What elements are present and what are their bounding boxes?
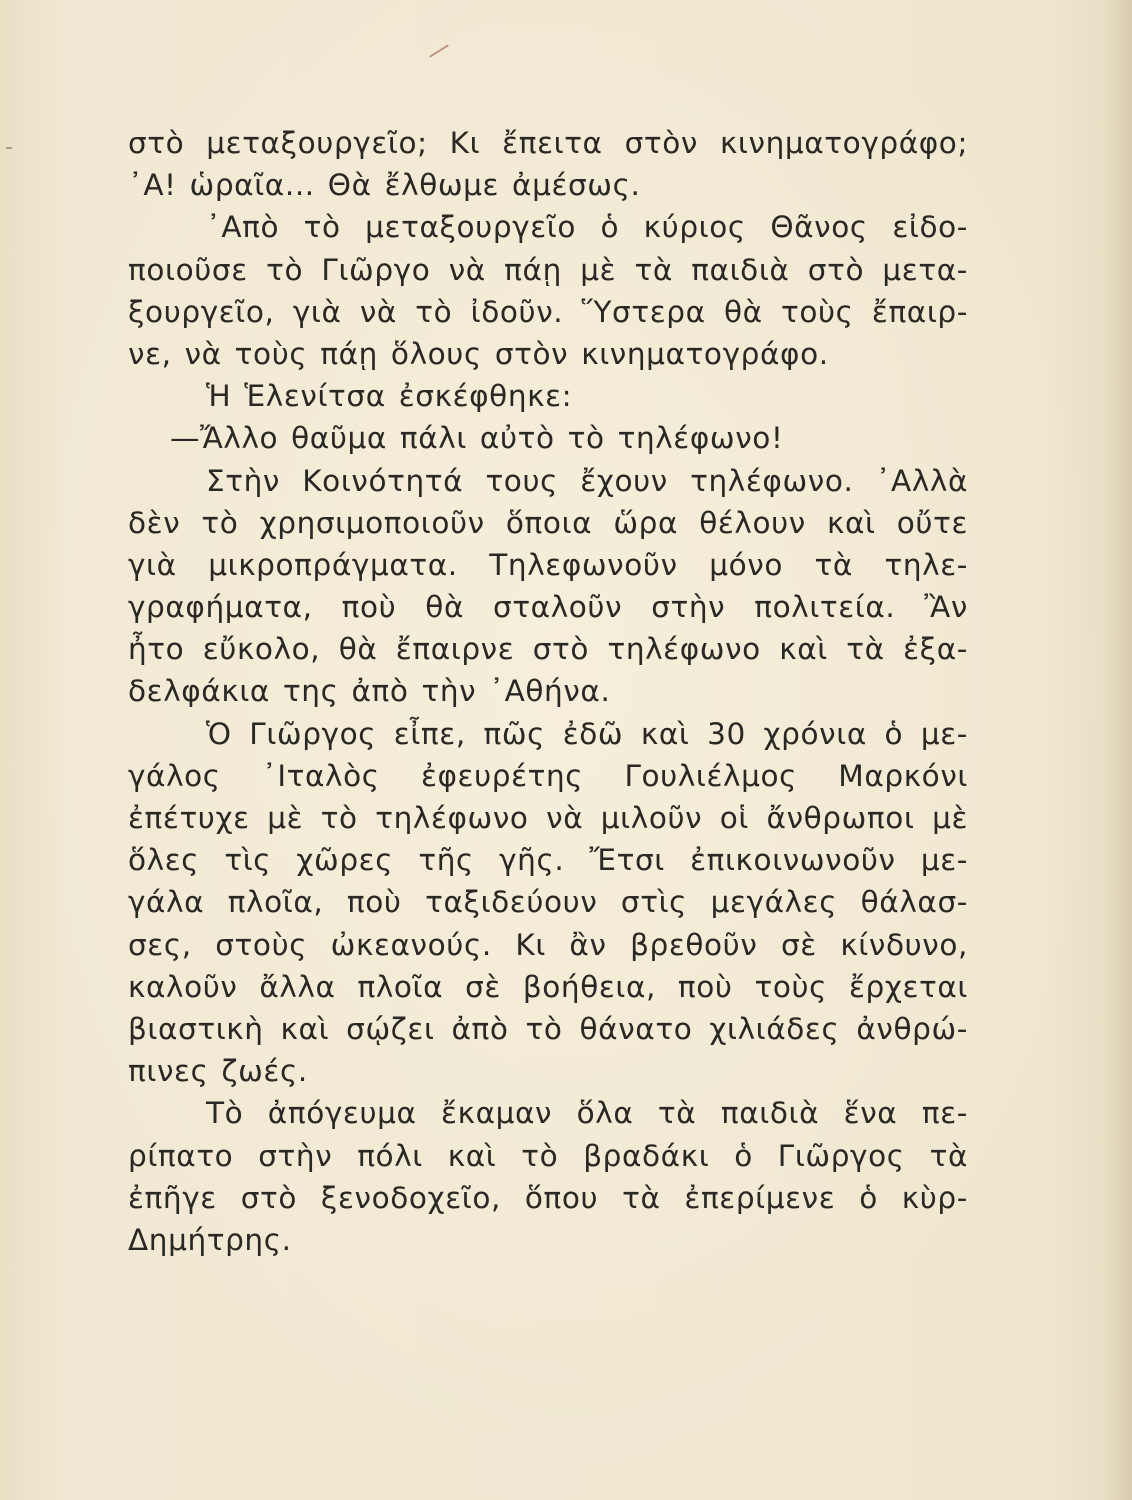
text-line: ᾿Α! ὡραῖα... Θὰ ἔλθωμε ἀμέσως. (128, 168, 641, 203)
text-line: γάλος ᾿Ιταλὸς ἐφευρέτης Γουλιέλμος Μαρκόνι (128, 758, 968, 793)
text-line: σες, στοὺς ὠκεανούς. Κι ἂν βρεθοῦν σὲ κίνδυνο, (128, 927, 968, 962)
text-line: στὸ μεταξουργεῖο; Κι ἔπειτα στὸν κινηματογράφο; (128, 126, 968, 160)
text-line: —Ἄλλο θαῦμα πάλι αὐτὸ τὸ τηλέφωνο! (170, 421, 784, 456)
text-line: δὲν τὸ χρησιμοποιοῦν ὅποια ὥρα θέλουν καὶ οὔτε (128, 505, 968, 540)
text-line: ἐπέτυχε μὲ τὸ τηλέφωνο νὰ μιλοῦν οἱ ἄνθρωποι μὲ (128, 801, 968, 835)
text-line: Στὴν Κοινότητά τους ἔχουν τηλέφωνο. ᾿Αλλὰ (206, 463, 968, 498)
text-line: ποιοῦσε τὸ Γιῶργο νὰ πάῃ μὲ τὰ παιδιὰ στὸ μετα- (128, 252, 968, 287)
text-line: ἦτο εὔκολο, θὰ ἔπαιρνε στὸ τηλέφωνο καὶ τὰ ἐξα- (128, 632, 968, 667)
text-line: Τὸ ἀπόγευμα ἔκαμαν ὅλα τὰ παιδιὰ ἕνα πε- (206, 1096, 968, 1131)
text-line: ἐπῆγε στὸ ξενοδοχεῖο, ὅπου τὰ ἐπερίμενε ὁ κὺρ- (128, 1180, 968, 1215)
text-line: δελφάκια της ἀπὸ τὴν ᾿Αθήνα. (128, 674, 611, 709)
text-line: γραφήματα, ποὺ θὰ σταλοῦν στὴν πολιτεία. Ἂν (128, 590, 968, 625)
text-line: ξουργεῖο, γιὰ νὰ τὸ ἰδοῦν. Ὕστερα θὰ τοὺς ἔπαιρ- (128, 294, 968, 329)
text-line: καλοῦν ἄλλα πλοῖα σὲ βοήθεια, ποὺ τοὺς ἔρχεται (128, 969, 968, 1004)
text-line: βιαστικὴ καὶ σῴζει ἀπὸ τὸ θάνατο χιλιάδες ἀνθρώ- (128, 1011, 968, 1046)
text-line: Ἡ Ἑλενίτσα ἐσκέφθηκε: (206, 379, 573, 414)
text-line: γιὰ μικροπράγματα. Τηλεφωνοῦν μόνο τὰ τηλε- (128, 547, 968, 582)
text-line: ρίπατο στὴν πόλι καὶ τὸ βραδάκι ὁ Γιῶργος τὰ (128, 1138, 968, 1173)
margin-mark (6, 147, 12, 149)
body-text (128, 122, 968, 1261)
text-line: Δημήτρης. (128, 1222, 292, 1257)
page-edge-shadow (1102, 0, 1132, 1500)
text-line: ᾿Απὸ τὸ μεταξουργεῖο ὁ κύριος Θᾶνος εἰδο- (206, 210, 968, 245)
pencil-mark (429, 44, 449, 57)
text-line: ὅλες τὶς χῶρες τῆς γῆς. Ἔτσι ἐπικοινωνοῦν με- (128, 843, 968, 878)
text-line: Ὁ Γιῶργος εἶπε, πῶς ἐδῶ καὶ 30 χρόνια ὁ με- (206, 716, 968, 751)
text-line: γάλα πλοῖα, ποὺ ταξιδεύουν στὶς μεγάλες θάλασ- (128, 885, 968, 920)
text-line: νε, νὰ τοὺς πάῃ ὅλους στὸν κινηματογράφο. (128, 336, 829, 371)
text-line: πινες ζωές. (128, 1054, 308, 1089)
